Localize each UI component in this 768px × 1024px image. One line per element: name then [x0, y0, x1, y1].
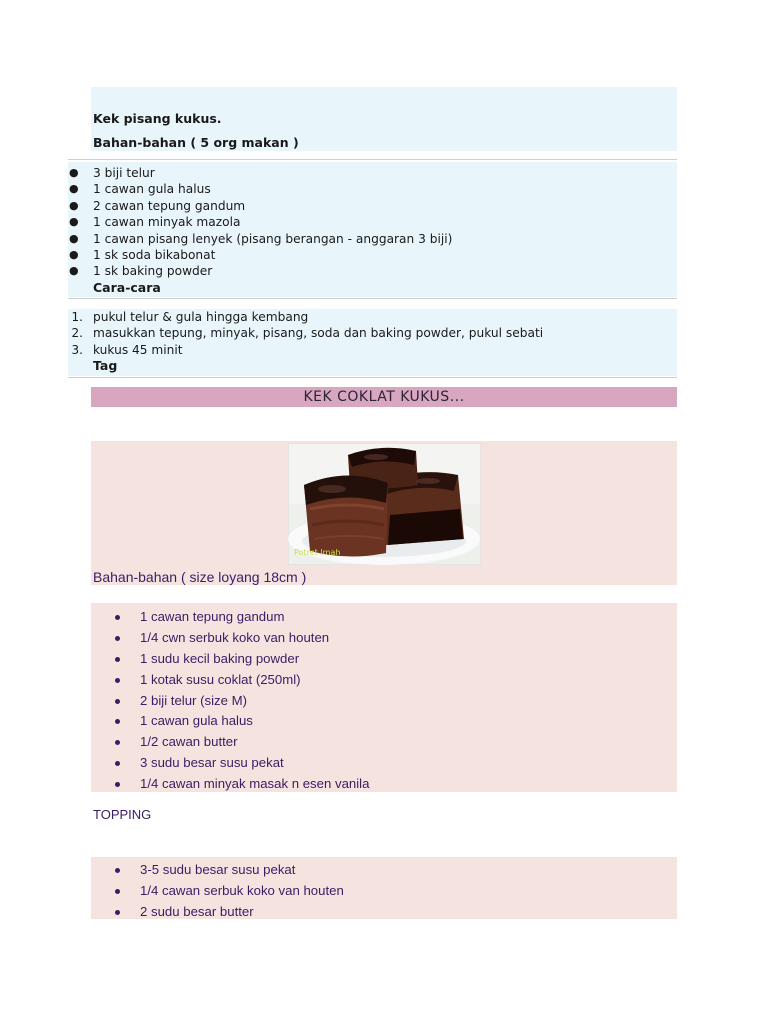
list-item: 3-5 sudu besar susu pekat: [140, 860, 344, 881]
list-item: 3 sudu besar susu pekat: [140, 753, 369, 774]
list-item: 1. pukul telur & gula hingga kembang: [71, 310, 309, 324]
list-item: 1 cawan tepung gandum: [140, 607, 369, 628]
list-item: ● 2 cawan tepung gandum: [69, 198, 246, 213]
photo-watermark: Potret Imah: [294, 548, 341, 557]
list-item: ● 1 sk baking powder: [69, 264, 213, 279]
list-item: ● 3 biji telur: [69, 166, 155, 180]
list-item: 1/4 cawan serbuk koko van houten: [140, 881, 344, 902]
list-item: 2 sudu besar butter: [140, 902, 344, 923]
cake-photo: [288, 443, 481, 565]
recipe1-tag-label: Tag: [93, 358, 118, 373]
recipe2-title-bar: KEK COKLAT KUKUS...: [91, 387, 677, 407]
recipe1-title: Kek pisang kukus.: [93, 111, 222, 126]
divider: [68, 159, 677, 160]
recipe1-ingredient-list: [69, 165, 453, 280]
list-item: ● 1 cawan gula halus: [69, 182, 211, 197]
divider: [68, 377, 677, 378]
topping-list: [140, 860, 344, 923]
list-item: 3. kukus 45 minit: [71, 342, 183, 357]
topping-heading: TOPPING: [93, 807, 152, 822]
list-item: 1/2 cawan butter: [140, 732, 369, 753]
recipe2-ingredients-heading: Bahan-bahan ( size loyang 18cm ): [93, 569, 307, 585]
list-item: 1 sudu kecil baking powder: [140, 649, 369, 670]
list-item: 1/4 cawan minyak masak n esen vanila: [140, 774, 369, 795]
recipe1-method-heading: Cara-cara: [93, 280, 161, 295]
recipe1-step-list: [71, 309, 544, 358]
list-item: 1 cawan gula halus: [140, 711, 369, 732]
list-item: ● 1 cawan pisang lenyek (pisang berangan - anggaran 3 biji): [69, 231, 453, 246]
divider: [68, 298, 677, 299]
list-item: 1/4 cwn serbuk koko van houten: [140, 628, 369, 649]
list-item: ● 1 cawan minyak mazola: [69, 215, 241, 230]
list-item: 1 kotak susu coklat (250ml): [140, 670, 369, 691]
recipe1-ingredients-heading: Bahan-bahan ( 5 org makan ): [93, 135, 299, 150]
list-item: 2. masukkan tepung, minyak, pisang, soda dan baking powder, pukul sebati: [71, 326, 544, 341]
list-item: 2 biji telur (size M): [140, 691, 369, 712]
recipe2-ingredient-list: [140, 607, 369, 795]
list-item: ● 1 sk soda bikabonat: [69, 247, 216, 262]
